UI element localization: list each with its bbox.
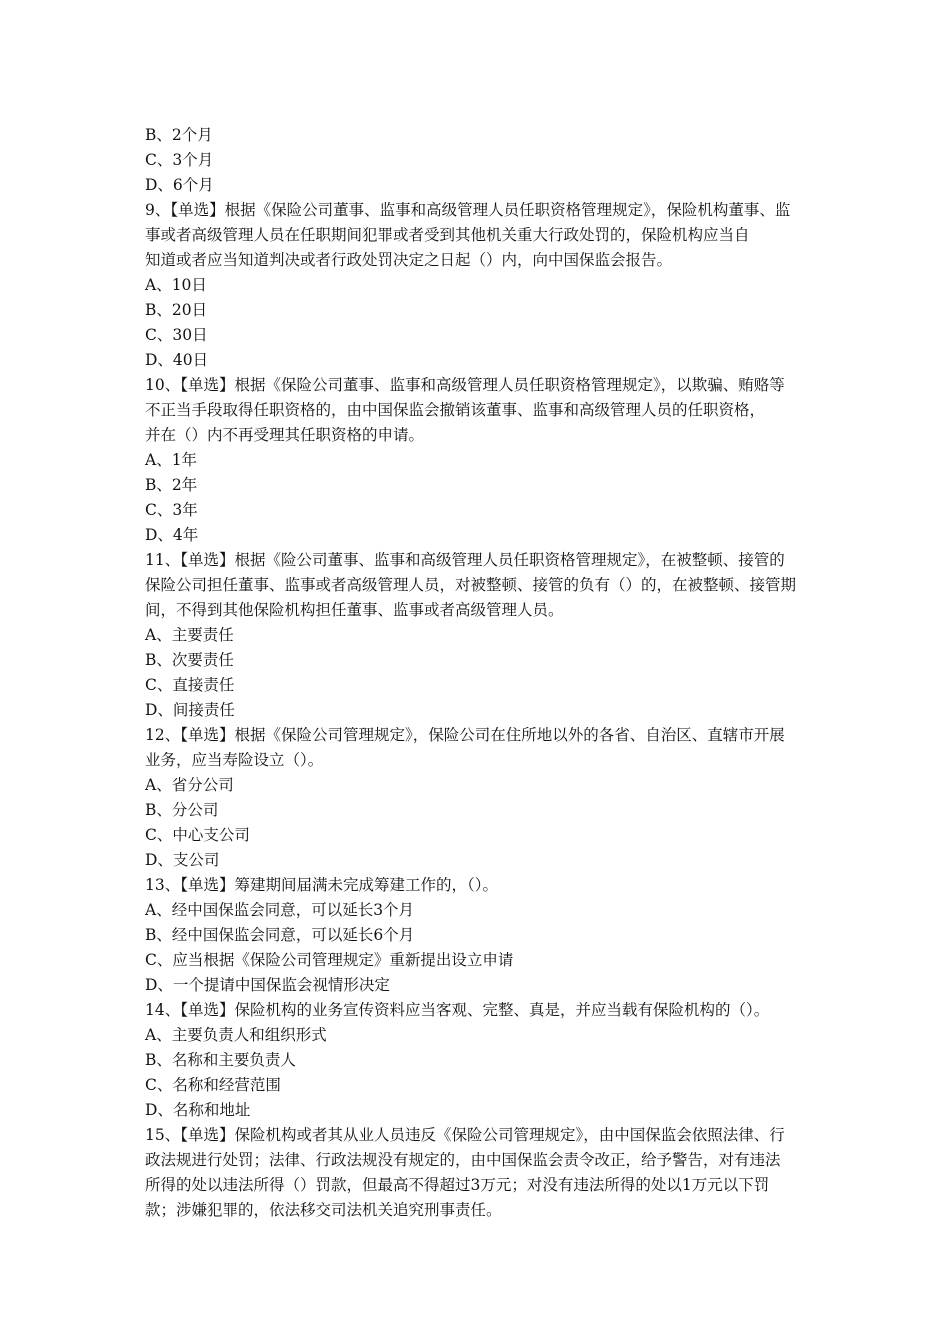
question-11-line-2: 保险公司担任董事、监事或者高级管理人员，对被整顿、接管的负有（）的，在被整顿、接管期 [145, 576, 797, 594]
option-c-q13: C、应当根据《保险公司管理规定》重新提出设立申请 [145, 951, 514, 969]
option-a-q9: A、10日 [145, 276, 207, 294]
option-d-q12: D、支公司 [145, 851, 220, 869]
question-12-line-2: 业务，应当寿险设立（）。 [145, 751, 324, 769]
option-c-q11: C、直接责任 [145, 676, 235, 694]
question-15-line-4: 款；涉嫌犯罪的，依法移交司法机关追究刑事责任。 [145, 1201, 502, 1219]
option-a-q10: A、1年 [145, 451, 198, 469]
question-9-line-2: 事或者高级管理人员在任职期间犯罪或者受到其他机关重大行政处罚的，保险机构应当自 [145, 226, 750, 244]
option-b-q12: B、分公司 [145, 801, 219, 819]
option-c-q14: C、名称和经营范围 [145, 1076, 281, 1094]
question-11-line-1: 11、【单选】根据《险公司董事、监事和高级管理人员任职资格管理规定》，在被整顿、接管的 [145, 551, 785, 569]
option-c-q12: C、中心支公司 [145, 826, 250, 844]
option-a-q14: A、主要负责人和组织形式 [145, 1026, 327, 1044]
option-b-q10: B、2年 [145, 476, 198, 494]
question-15-line-1: 15、【单选】保险机构或者其从业人员违反《保险公司管理规定》，由中国保监会依照法律、行 [145, 1126, 785, 1144]
option-d-q8: D、6个月 [145, 176, 214, 194]
question-9-line-3: 知道或者应当知道判决或者行政处罚决定之日起（）内，向中国保监会报告。 [145, 251, 673, 269]
option-a-q13: A、经中国保监会同意，可以延长3个月 [145, 901, 415, 919]
question-13: 13、【单选】筹建期间届满未完成筹建工作的，（）。 [145, 876, 498, 894]
question-10-line-2: 不正当手段取得任职资格的，由中国保监会撤销该董事、监事和高级管理人员的任职资格， [145, 401, 766, 419]
option-b-q8: B、2个月 [145, 126, 213, 144]
option-a-q12: A、省分公司 [145, 776, 234, 794]
option-d-q9: D、40日 [145, 351, 209, 369]
option-b-q14: B、名称和主要负责人 [145, 1051, 296, 1069]
option-c-q8: C、3个月 [145, 151, 214, 169]
question-15-line-2: 政法规进行处罚；法律、行政法规没有规定的，由中国保监会责令改正，给予警告，对有违法 [145, 1151, 781, 1169]
option-d-q11: D、间接责任 [145, 701, 235, 719]
option-c-q10: C、3年 [145, 501, 198, 519]
option-d-q13: D、一个提请中国保监会视情形决定 [145, 976, 390, 994]
option-b-q13: B、经中国保监会同意，可以延长6个月 [145, 926, 415, 944]
option-d-q10: D、4年 [145, 526, 199, 544]
option-d-q14: D、名称和地址 [145, 1101, 251, 1119]
option-b-q9: B、20日 [145, 301, 208, 319]
question-10-line-3: 并在（）内不再受理其任职资格的申请。 [145, 426, 425, 444]
question-10-line-1: 10、【单选】根据《保险公司董事、监事和高级管理人员任职资格管理规定》，以欺骗、贿赂等 [145, 376, 785, 394]
option-a-q11: A、主要责任 [145, 626, 234, 644]
option-c-q9: C、30日 [145, 326, 208, 344]
question-9-line-1: 9、【单选】根据《保险公司董事、监事和高级管理人员任职资格管理规定》，保险机构董事、监 [145, 201, 791, 219]
question-12-line-1: 12、【单选】根据《保险公司管理规定》，保险公司在住所地以外的各省、自治区、直辖市开展 [145, 726, 785, 744]
question-15-line-3: 所得的处以违法所得（）罚款，但最高不得超过3万元；对没有违法所得的处以1万元以下罚 [145, 1176, 770, 1194]
question-11-line-3: 间，不得到其他保险机构担任董事、监事或者高级管理人员。 [145, 601, 564, 619]
option-b-q11: B、次要责任 [145, 651, 234, 669]
question-14: 14、【单选】保险机构的业务宣传资料应当客观、完整、真是，并应当载有保险机构的（）。 [145, 1001, 770, 1019]
document-body [145, 123, 810, 1223]
